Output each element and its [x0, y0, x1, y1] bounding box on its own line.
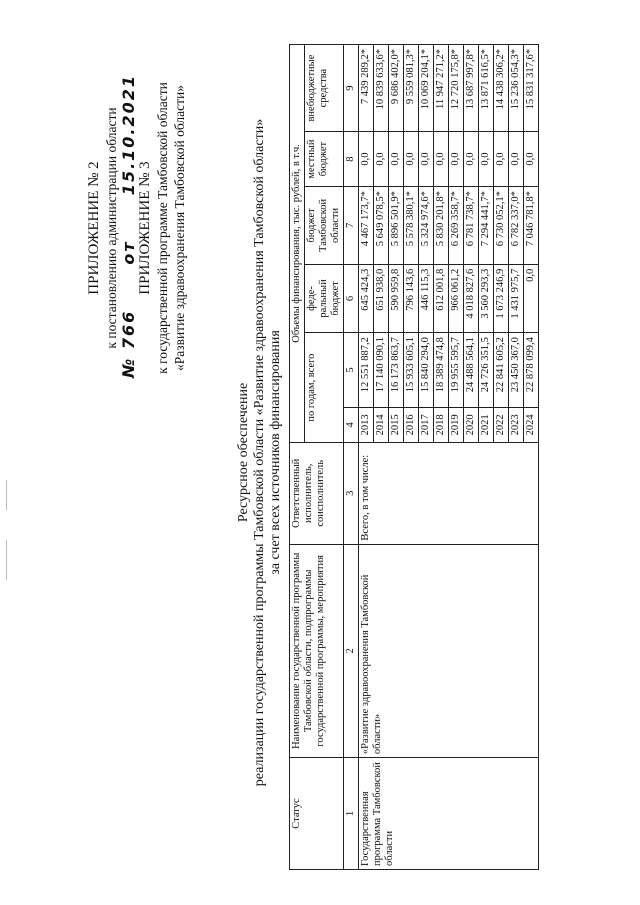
regional-cell: 6 269 358,7* [449, 187, 464, 265]
year-cell: 2021 [479, 407, 494, 442]
local-cell: 0,0 [479, 132, 494, 187]
federal-cell: 966 061,2 [449, 264, 464, 332]
column-index: 7 [344, 187, 359, 265]
total-cell: 19 955 595,7 [449, 333, 464, 408]
federal-cell: 4 018 827,6 [464, 264, 479, 332]
total-cell: 22 841 605,2 [494, 333, 509, 408]
year-cell: 2017 [419, 407, 434, 442]
regional-cell: 7 046 781,8* [524, 187, 539, 265]
column-index: 4 [344, 407, 359, 442]
total-cell: 15 933 605,1 [404, 333, 419, 408]
appendix-header [86, 73, 188, 378]
responsible-cell: Всего, в том числе: [359, 443, 539, 545]
year-cell: 2024 [524, 407, 539, 442]
federal-cell: 645 424,3 [359, 264, 374, 332]
decree-number: 766 [119, 309, 138, 350]
year-cell: 2015 [389, 407, 404, 442]
total-cell: 24 726 351,5 [479, 333, 494, 408]
column-index: 9 [344, 45, 359, 132]
year-cell: 2020 [464, 407, 479, 442]
local-cell: 0,0 [389, 132, 404, 187]
extra-cell: 15 236 054,3* [509, 45, 524, 132]
federal-cell: 0,0 [524, 264, 539, 332]
total-cell: 16 173 863,7 [389, 333, 404, 408]
header-federal: феде-ральный бюджет [305, 264, 344, 332]
local-cell: 0,0 [524, 132, 539, 187]
year-cell: 2014 [374, 407, 389, 442]
regional-cell: 5 896 501,9* [389, 187, 404, 265]
header-regional: бюджет Тамбовской области [305, 187, 344, 265]
total-cell: 24 488 564,1 [464, 333, 479, 408]
decree-date: 15.10.2021 [119, 73, 138, 196]
regional-cell: 6 730 052,1* [494, 187, 509, 265]
header-name: Наименование государственной программы Тамбовской области, подпрограммы государственной программы, мероприятия [290, 544, 344, 758]
year-cell: 2013 [359, 407, 374, 442]
federal-cell: 1 431 975,7 [509, 264, 524, 332]
extra-cell: 9 686 402,0* [389, 45, 404, 132]
program-name-cell: «Развитие здравоохранения Тамбовской области» [359, 544, 539, 758]
extra-cell: 10 839 633,6* [374, 45, 389, 132]
total-cell: 23 450 367,0 [509, 333, 524, 408]
year-cell: 2022 [494, 407, 509, 442]
local-cell: 0,0 [359, 132, 374, 187]
column-index: 1 [344, 758, 359, 870]
document-title [236, 0, 284, 905]
column-index: 6 [344, 264, 359, 332]
regional-cell: 5 830 201,8* [434, 187, 449, 265]
total-cell: 18 389 474,8 [434, 333, 449, 408]
header-extra: внебюджетные средства [305, 45, 344, 132]
extra-cell: 7 439 289,2* [359, 45, 374, 132]
local-cell: 0,0 [419, 132, 434, 187]
regional-cell: 5 578 380,1* [404, 187, 419, 265]
total-cell: 12 551 887,2 [359, 333, 374, 408]
extra-cell: 12 720 175,8* [449, 45, 464, 132]
header-status: Статус [290, 758, 344, 870]
local-cell: 0,0 [404, 132, 419, 187]
year-cell: 2018 [434, 407, 449, 442]
regional-cell: 5 324 974,6* [419, 187, 434, 265]
federal-cell: 796 143,6 [404, 264, 419, 332]
column-index: 5 [344, 333, 359, 408]
regional-cell: 4 467 173,7* [359, 187, 374, 265]
federal-cell: 446 115,3 [419, 264, 434, 332]
regional-cell: 6 781 738,7* [464, 187, 479, 265]
extra-cell: 15 831 317,6* [524, 45, 539, 132]
number-prefix: № [119, 356, 138, 378]
extra-cell: 11 947 271,2* [434, 45, 449, 132]
date-prefix: от [119, 240, 138, 265]
column-index: 3 [344, 443, 359, 545]
federal-cell: 590 959,8 [389, 264, 404, 332]
local-cell: 0,0 [464, 132, 479, 187]
local-cell: 0,0 [509, 132, 524, 187]
extra-cell: 13 871 616,5* [479, 45, 494, 132]
total-cell: 22 878 099,4 [524, 333, 539, 408]
local-cell: 0,0 [434, 132, 449, 187]
extra-cell: 10 069 204,1* [419, 45, 434, 132]
title-line-2: реализации государственной программы Тамбовской области «Развитие здравоохранения Тамбовской области» [252, 118, 267, 787]
title-line-3: за счет всех источников финансирования [268, 330, 283, 575]
table-row [359, 45, 374, 870]
total-cell: 15 840 294,0 [419, 333, 434, 408]
year-cell: 2023 [509, 407, 524, 442]
year-cell: 2016 [404, 407, 419, 442]
funding-table [289, 44, 539, 870]
program-name: «Развитие здравоохранения Тамбовской области» [172, 85, 187, 372]
appendix-number: ПРИЛОЖЕНИЕ № 2 [86, 161, 102, 295]
header-row [290, 45, 305, 870]
column-index: 2 [344, 544, 359, 758]
federal-cell: 3 560 293,3 [479, 264, 494, 332]
funding-rows [359, 45, 539, 870]
regional-cell: 5 649 078,5* [374, 187, 389, 265]
regional-cell: 6 782 337,0* [509, 187, 524, 265]
title-line-1: Ресурсное обеспечение [236, 382, 251, 523]
total-cell: 17 140 090,1 [374, 333, 389, 408]
federal-cell: 651 938,0 [374, 264, 389, 332]
federal-cell: 1 673 246,9 [494, 264, 509, 332]
header-by-year: по годам, всего [305, 333, 344, 443]
status-cell: Государственная программа Тамбовской области [359, 758, 539, 870]
header-responsible: Ответственный исполнитель, соисполнитель [290, 443, 344, 545]
year-cell: 2019 [449, 407, 464, 442]
decree-reference: к постановлению администрации области [104, 107, 119, 349]
extra-cell: 13 687 997,8* [464, 45, 479, 132]
local-cell: 0,0 [494, 132, 509, 187]
header-local: местный бюджет [305, 132, 344, 187]
program-appendix-number: ПРИЛОЖЕНИЕ № 3 [137, 161, 153, 295]
local-cell: 0,0 [374, 132, 389, 187]
program-reference: к государственной программе Тамбовской области [155, 82, 170, 374]
federal-cell: 612 001,8 [434, 264, 449, 332]
header-funding: Объемы финансирования, тыс. рублей, в т.ч. [290, 45, 305, 443]
decree-number-date [119, 73, 138, 378]
extra-cell: 14 438 306,2* [494, 45, 509, 132]
regional-cell: 7 294 441,7* [479, 187, 494, 265]
column-index: 8 [344, 132, 359, 187]
extra-cell: 9 559 081,3* [404, 45, 419, 132]
local-cell: 0,0 [449, 132, 464, 187]
column-index-row [344, 45, 359, 870]
